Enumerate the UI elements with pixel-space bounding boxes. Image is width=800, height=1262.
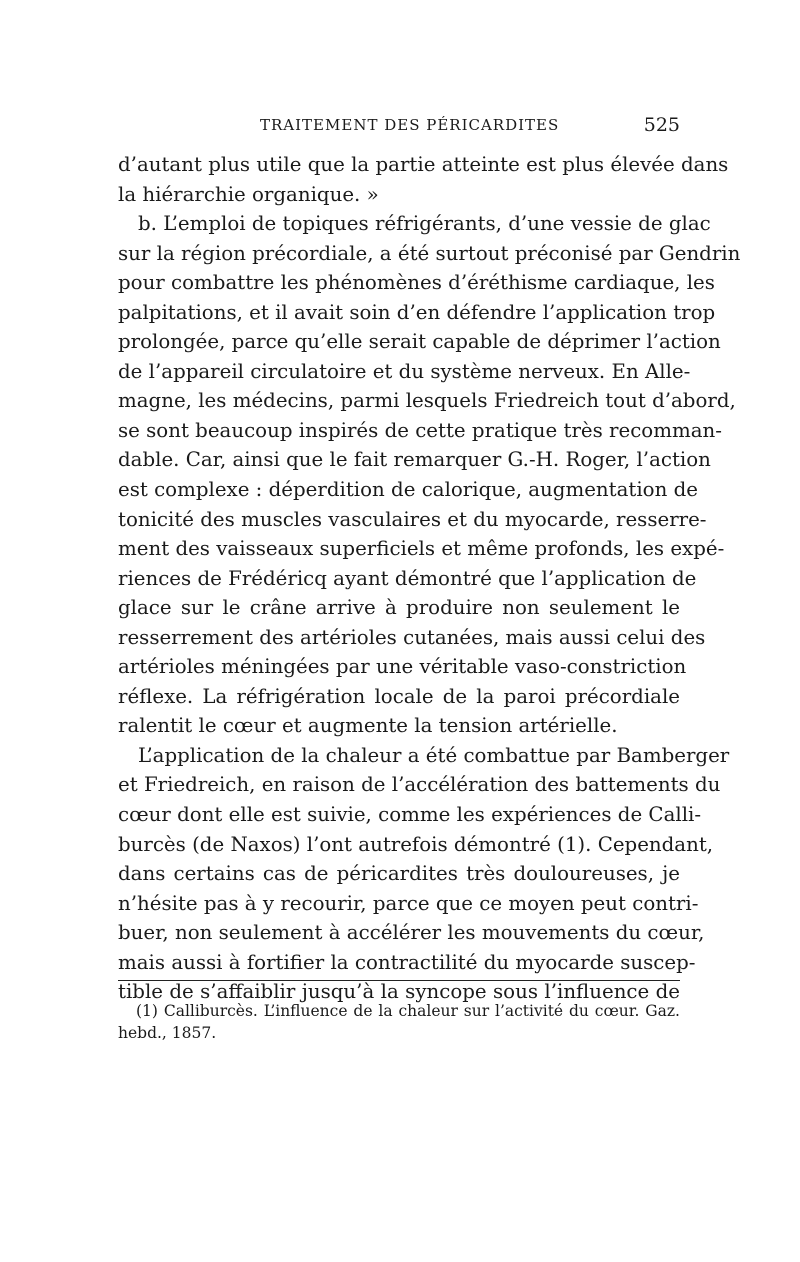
text-line: d’autant plus utile que la partie atteinte est plus élevée dans xyxy=(118,153,729,176)
running-title: TRAITEMENT DES PÉRICARDITES xyxy=(260,116,560,134)
footnote-line: (1) Calliburcès. L’influence de la chaleur sur l’activité du cœur. Gaz. xyxy=(136,1002,680,1020)
footnote-line: hebd., 1857. xyxy=(118,1024,217,1042)
text-line: cœur dont elle est suivie, comme les expériences de Calli- xyxy=(118,803,702,827)
text-line: ment des vaisseaux superficiels et même profonds, les expé- xyxy=(118,537,725,561)
text-line: glace sur le crâne arrive à produire non seulement le xyxy=(118,596,680,620)
text-line: ralentit le cœur et augmente la tension artérielle. xyxy=(118,714,618,738)
text-line: réflexe. La réfrigération locale de la paroi précordiale xyxy=(118,684,680,708)
text-line: resserrement des artérioles cutanées, mais aussi celui des xyxy=(118,625,706,649)
text-line: burcès (de Naxos) l’ont autrefois démontré (1). Cependant, xyxy=(118,832,714,856)
text-line: palpitations, et il avait soin d’en défendre l’application trop xyxy=(118,300,716,324)
text-line: riences de Frédéricq ayant démontré que l’application de xyxy=(118,566,697,590)
text-line: buer, non seulement à accélérer les mouvements du cœur, xyxy=(118,921,705,945)
text-line: mais aussi à fortifier la contractilité du myocarde suscep- xyxy=(118,950,696,974)
text-line: prolongée, parce qu’elle serait capable de déprimer l’action xyxy=(118,330,721,354)
footnote-divider xyxy=(118,980,680,981)
text-line: b. L’emploi de topiques réfrigérants, d’une vessie de glac xyxy=(138,212,711,236)
page-number: 525 xyxy=(643,114,680,136)
footnote xyxy=(118,1000,680,1044)
text-line: dans certains cas de péricardites très douloureuses, je xyxy=(118,862,680,886)
text-line: et Friedreich, en raison de l’accélération des battements du xyxy=(118,773,721,797)
text-line: artérioles méningées par une véritable vaso-constriction xyxy=(118,655,687,679)
text-line: magne, les médecins, parmi lesquels Friedreich tout d’abord, xyxy=(118,389,736,413)
text-line: L’application de la chaleur a été combattue par Bamberger xyxy=(138,743,730,767)
text-line: est complexe : déperdition de calorique, augmentation de xyxy=(118,478,698,502)
text-line: pour combattre les phénomènes d’éréthisme cardiaque, les xyxy=(118,271,715,295)
text-line: tonicité des muscles vasculaires et du myocarde, resserre- xyxy=(118,507,707,531)
text-line: n’hésite pas à y recourir, parce que ce moyen peut contri- xyxy=(118,891,699,915)
text-line: dable. Car, ainsi que le fait remarquer G.-H. Roger, l’action xyxy=(118,448,711,472)
text-line: tible de s’affaiblir jusqu’à la syncope sous l’influence de xyxy=(118,980,680,1004)
text-line: de l’appareil circulatoire et du système nerveux. En Alle- xyxy=(118,359,691,383)
text-line: sur la région précordiale, a été surtout préconisé par Gendrin xyxy=(118,241,741,265)
body-text xyxy=(118,150,741,1007)
text-line: se sont beaucoup inspirés de cette pratique très recomman- xyxy=(118,418,722,442)
text-line: la hiérarchie organique. » xyxy=(118,182,379,206)
running-header xyxy=(260,116,680,140)
